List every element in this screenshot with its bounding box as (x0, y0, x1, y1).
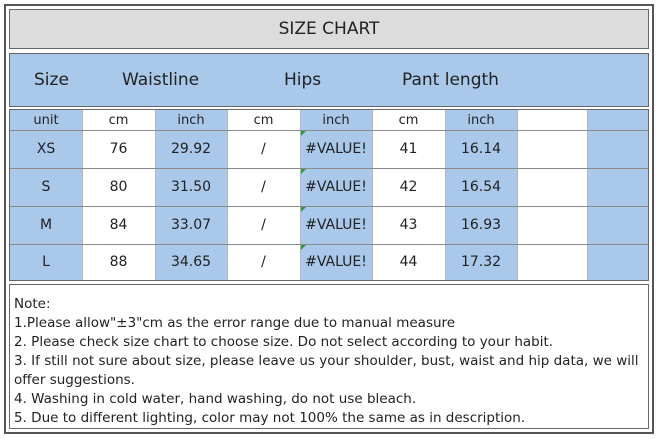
blue-column (587, 110, 648, 280)
size-chart-title (9, 9, 649, 49)
header-waistline: Waistline (122, 70, 200, 90)
table-cell-size: L (42, 254, 50, 270)
table-cell-length-cm: 44 (399, 254, 418, 270)
table-cell-waist-cm: 80 (109, 179, 128, 195)
error-indicator-icon (301, 169, 306, 174)
table-cell-size: S (41, 179, 51, 195)
column-divider (587, 110, 588, 280)
unit-cell: cm (398, 112, 419, 128)
title-text: SIZE CHART (278, 19, 380, 39)
size-table (9, 109, 649, 281)
table-cell-hips-inch: #VALUE! (305, 179, 367, 195)
table-cell-waist-inch: 29.92 (170, 141, 212, 157)
unit-cell: cm (253, 112, 274, 128)
unit-cell: inch (177, 112, 205, 128)
column-header-bar (9, 53, 649, 107)
table-cell-size: XS (36, 141, 56, 157)
table-cell-length-cm: 41 (399, 141, 418, 157)
table-cell-length-inch: 16.93 (460, 217, 502, 233)
error-indicator-icon (301, 131, 306, 136)
unit-cell: cm (108, 112, 129, 128)
unit-cell: inch (467, 112, 495, 128)
table-cell-size: M (39, 217, 53, 233)
table-cell-length-inch: 16.14 (460, 141, 502, 157)
table-cell-hips-inch: #VALUE! (305, 141, 367, 157)
table-cell-waist-cm: 76 (109, 141, 128, 157)
note-line-4: 4. Washing in cold water, hand washing, do not use bleach. (14, 391, 417, 407)
unit-cell: inch (322, 112, 350, 128)
error-indicator-icon (301, 245, 306, 250)
size-chart-frame (4, 4, 654, 434)
table-cell-length-inch: 17.32 (460, 254, 502, 270)
table-cell-hips-inch: #VALUE! (305, 254, 367, 270)
note-line-3: 3. If still not sure about size, please leave us your shoulder, bust, waist and hip data, we will offer suggestions. (14, 353, 639, 388)
table-cell-length-inch: 16.54 (460, 179, 502, 195)
table-cell-length-cm: 42 (399, 179, 418, 195)
table-cell-length-cm: 43 (399, 217, 418, 233)
header-pant-length: Pant length (402, 70, 499, 90)
note-line-2: 2. Please check size chart to choose size. Do not select according to your habit. (14, 334, 554, 350)
table-cell-hips-cm: / (261, 254, 266, 270)
table-cell-waist-inch: 31.50 (170, 179, 212, 195)
header-size: Size (34, 70, 69, 90)
column-divider (517, 110, 518, 280)
error-indicator-icon (301, 207, 306, 212)
table-cell-hips-cm: / (261, 179, 266, 195)
note-line-5: 5. Due to different lighting, color may not 100% the same as in description. (14, 410, 526, 426)
header-hips: Hips (284, 70, 322, 90)
table-cell-waist-inch: 33.07 (170, 217, 212, 233)
table-cell-waist-cm: 84 (109, 217, 128, 233)
notes-heading: Note: (14, 296, 51, 312)
table-cell-hips-inch: #VALUE! (305, 217, 367, 233)
note-line-1: 1.Please allow"±3"cm as the error range due to manual measure (14, 315, 456, 331)
unit-cell: unit (33, 112, 59, 128)
table-cell-hips-cm: / (261, 141, 266, 157)
table-cell-hips-cm: / (261, 217, 266, 233)
table-cell-waist-inch: 34.65 (170, 254, 212, 270)
notes-section (9, 284, 649, 429)
table-cell-waist-cm: 88 (109, 254, 128, 270)
